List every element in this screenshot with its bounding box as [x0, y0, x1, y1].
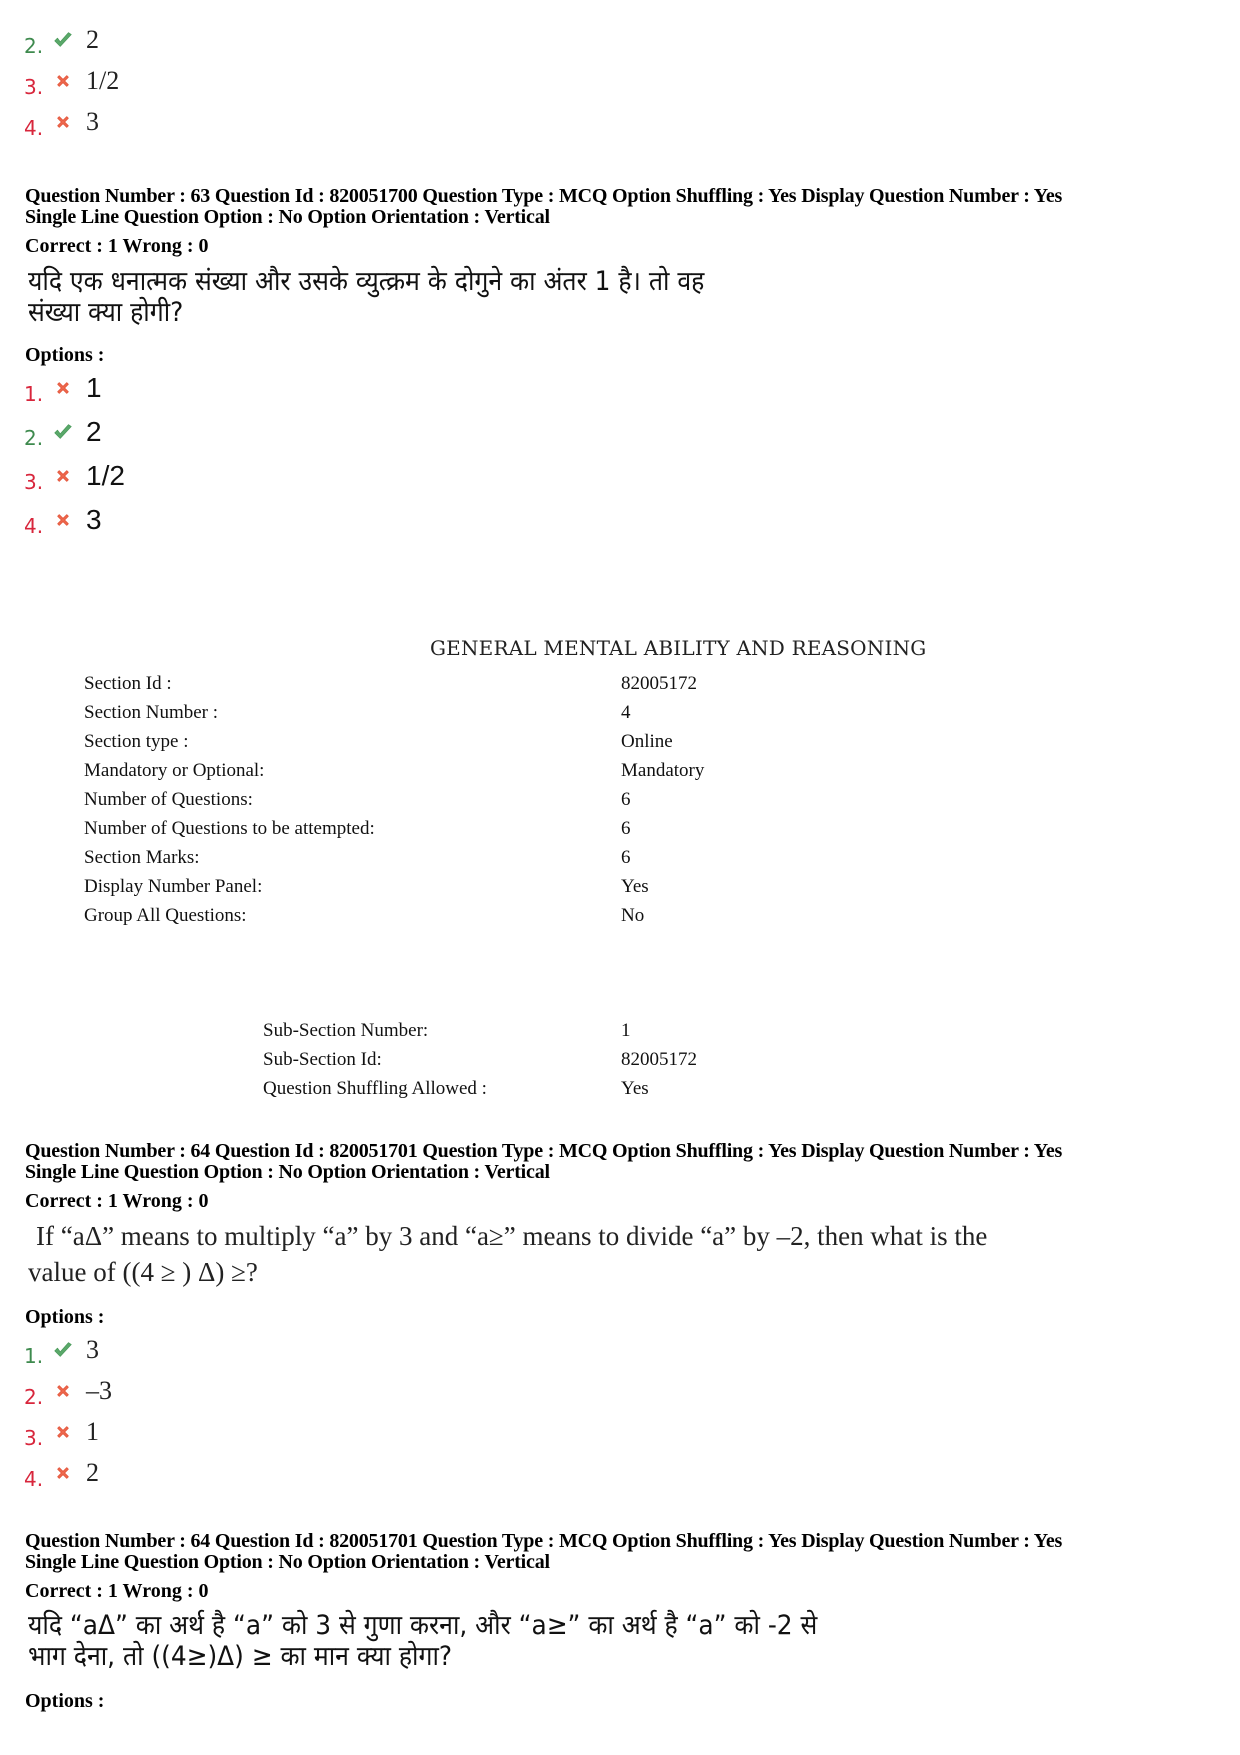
question-marks: Correct : 1 Wrong : 0 — [25, 1190, 209, 1212]
question-text-line2: संख्या क्या होगी? — [28, 297, 184, 328]
section-row-value: No — [621, 905, 645, 926]
cross-icon — [52, 111, 74, 133]
option-row — [24, 20, 99, 60]
option-row — [24, 1371, 112, 1411]
option-number: 1. — [24, 382, 44, 406]
cross-icon — [52, 509, 74, 531]
option-row — [24, 1330, 99, 1370]
option-number: 1. — [24, 1344, 44, 1368]
option-text: –3 — [86, 1376, 112, 1405]
option-number: 4. — [24, 514, 44, 538]
question-text — [28, 1218, 987, 1290]
option-row — [24, 102, 99, 142]
subsection-row-value: 1 — [621, 1020, 631, 1041]
option-row — [24, 1453, 99, 1493]
option-row — [24, 500, 102, 540]
options-label: Options : — [25, 1690, 105, 1712]
subsection-row-label: Question Shuffling Allowed : — [263, 1078, 487, 1099]
option-row — [24, 368, 102, 408]
section-row-value: 6 — [621, 818, 631, 839]
question-meta-line1: Question Number : 63 Question Id : 820051700 Question Type : MCQ Option Shuffling : Yes Display Question Number : Yes — [25, 185, 1063, 207]
subsection-row-label: Sub-Section Number: — [263, 1020, 429, 1041]
option-text: 1/2 — [86, 66, 120, 95]
question-text-line2: value of ((4 ≥ ) Δ) ≥? — [28, 1257, 258, 1287]
cross-icon — [52, 1421, 74, 1443]
option-number: 2. — [24, 426, 44, 450]
option-number: 2. — [24, 1385, 44, 1409]
section-row-value: 6 — [621, 847, 631, 868]
section-row-label: Number of Questions to be attempted: — [84, 818, 375, 839]
option-row — [24, 456, 125, 496]
cross-icon — [52, 465, 74, 487]
section-row-label: Section Marks: — [84, 847, 200, 868]
question-text-line1: यदि एक धनात्मक संख्या और उसके व्युत्क्रम के दोगुने का अंतर 1 है। तो वह — [28, 266, 705, 297]
subsection-row-label: Sub-Section Id: — [263, 1049, 382, 1070]
section-row-label: Number of Questions: — [84, 789, 253, 810]
check-icon — [52, 1339, 74, 1361]
section-row-value: 82005172 — [621, 673, 697, 694]
section-row-label: Group All Questions: — [84, 905, 247, 926]
option-text: 3 — [86, 504, 102, 535]
section-row-value: 4 — [621, 702, 631, 723]
question-text — [28, 1610, 817, 1672]
option-text: 3 — [86, 107, 99, 136]
question-meta-line2: Single Line Question Option : No Option Orientation : Vertical — [25, 206, 550, 228]
subsection-row-value: 82005172 — [621, 1049, 697, 1070]
section-title: GENERAL MENTAL ABILITY AND REASONING — [430, 636, 927, 660]
option-text: 2 — [86, 1458, 99, 1487]
section-row-value: Online — [621, 731, 673, 752]
option-row — [24, 1412, 99, 1452]
option-number: 4. — [24, 1467, 44, 1491]
cross-icon — [52, 1380, 74, 1402]
option-row — [24, 61, 119, 101]
options-label: Options : — [25, 344, 105, 366]
section-row-value: Yes — [621, 876, 649, 897]
question-meta-line1: Question Number : 64 Question Id : 820051701 Question Type : MCQ Option Shuffling : Yes Display Question Number : Yes — [25, 1530, 1063, 1552]
section-row-value: 6 — [621, 789, 631, 810]
option-text: 1 — [86, 372, 102, 403]
cross-icon — [52, 1462, 74, 1484]
option-number: 3. — [24, 470, 44, 494]
options-label: Options : — [25, 1306, 105, 1328]
section-row-label: Section type : — [84, 731, 189, 752]
option-text: 2 — [86, 25, 99, 54]
option-number: 3. — [24, 75, 44, 99]
question-marks: Correct : 1 Wrong : 0 — [25, 235, 209, 257]
section-row-label: Section Number : — [84, 702, 219, 723]
option-row — [24, 412, 102, 452]
check-icon — [52, 421, 74, 443]
question-text-line1: If “aΔ” means to multiply “a” by 3 and “a≥” means to divide “a” by –2, then what is the — [36, 1221, 988, 1251]
option-text: 1/2 — [86, 460, 125, 491]
section-row-label: Display Number Panel: — [84, 876, 263, 897]
section-row-label: Section Id : — [84, 673, 172, 694]
option-text: 3 — [86, 1335, 99, 1364]
question-marks: Correct : 1 Wrong : 0 — [25, 1580, 209, 1602]
cross-icon — [52, 377, 74, 399]
option-number: 3. — [24, 1426, 44, 1450]
section-row-value: Mandatory — [621, 760, 705, 781]
check-icon — [52, 29, 74, 51]
option-number: 4. — [24, 116, 44, 140]
option-text: 2 — [86, 416, 102, 447]
option-number: 2. — [24, 34, 44, 58]
subsection-row-value: Yes — [621, 1078, 649, 1099]
section-row-label: Mandatory or Optional: — [84, 760, 265, 781]
question-meta-line2: Single Line Question Option : No Option Orientation : Vertical — [25, 1161, 550, 1183]
option-text: 1 — [86, 1417, 99, 1446]
question-text — [28, 266, 704, 328]
cross-icon — [52, 70, 74, 92]
question-text-line2: भाग देना, तो ((4≥)Δ) ≥ का मान क्या होगा? — [28, 1641, 453, 1672]
question-text-line1: यदि “aΔ” का अर्थ है “a” को 3 से गुणा करना, और “a≥” का अर्थ है “a” को -2 से — [28, 1610, 818, 1641]
question-meta-line2: Single Line Question Option : No Option Orientation : Vertical — [25, 1551, 550, 1573]
question-meta-line1: Question Number : 64 Question Id : 820051701 Question Type : MCQ Option Shuffling : Yes Display Question Number : Yes — [25, 1140, 1063, 1162]
